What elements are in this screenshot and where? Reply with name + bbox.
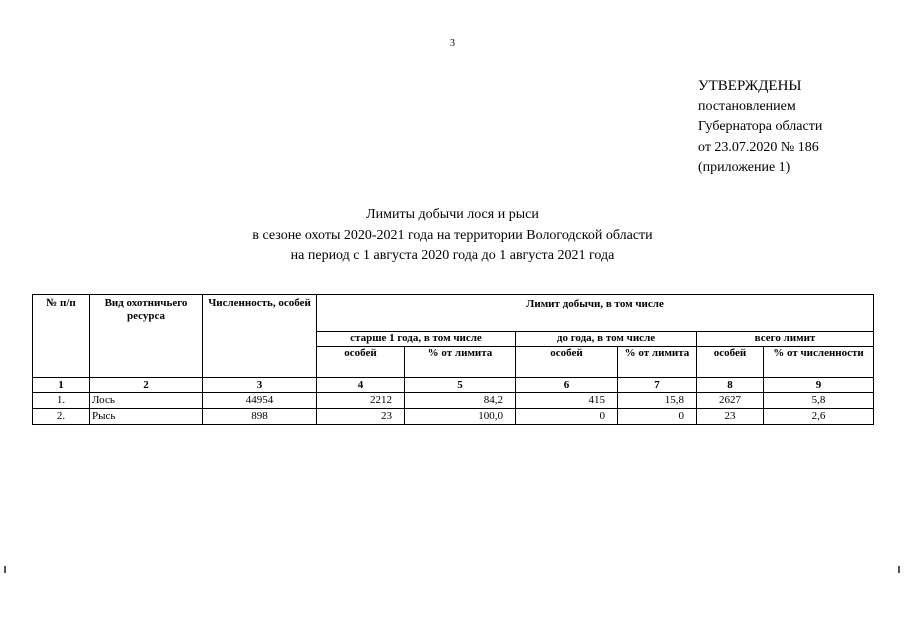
header-population: Численность, особей	[203, 295, 317, 378]
header-older-pct: % от лимита	[405, 347, 516, 378]
column-number: 9	[764, 378, 874, 393]
cell-older-pct: 84,2	[405, 393, 516, 409]
column-number: 4	[317, 378, 405, 393]
approval-line: (приложение 1)	[698, 160, 791, 175]
cell-population: 44954	[203, 393, 317, 409]
cell-population: 898	[203, 409, 317, 425]
limits-table-container	[32, 294, 874, 425]
header-total-count: особей	[697, 347, 764, 378]
cell-num: 1.	[33, 393, 90, 409]
cell-total-pct: 2,6	[764, 409, 874, 425]
table-row	[33, 393, 874, 409]
cell-older-count: 23	[317, 409, 405, 425]
cell-older-count: 2212	[317, 393, 405, 409]
header-total: всего лимит	[697, 332, 874, 347]
header-limit: Лимит добычи, в том числе	[317, 295, 874, 332]
cell-younger-pct: 15,8	[618, 393, 697, 409]
header-resource: Вид охотничьего ресурса	[90, 295, 203, 378]
column-number: 3	[203, 378, 317, 393]
approval-line: Губернатора области	[698, 119, 823, 134]
column-number: 6	[516, 378, 618, 393]
column-number: 5	[405, 378, 516, 393]
column-number: 2	[90, 378, 203, 393]
column-number-row	[33, 378, 874, 393]
header-younger-pct: % от лимита	[618, 347, 697, 378]
approval-heading: УТВЕРЖДЕНЫ	[698, 78, 802, 94]
scan-edge-mark	[4, 566, 6, 573]
page-number: 3	[450, 38, 455, 49]
approval-line: постановлением	[698, 98, 796, 114]
cell-resource: Лось	[90, 393, 203, 409]
cell-total-count: 23	[697, 409, 764, 425]
header-total-pct: % от численности	[764, 347, 874, 378]
header-older: старше 1 года, в том числе	[317, 332, 516, 347]
approval-stamp	[698, 76, 822, 179]
approval-line: от 23.07.2020 № 186	[698, 139, 819, 155]
scan-edge-mark	[898, 566, 900, 573]
title-line: Лимиты добычи лося и рыси	[366, 207, 539, 222]
table-row	[33, 409, 874, 425]
column-number: 8	[697, 378, 764, 393]
cell-total-count: 2627	[697, 393, 764, 409]
cell-total-pct: 5,8	[764, 393, 874, 409]
title-line: на период с 1 августа 2020 года до 1 августа 2021 года	[290, 248, 615, 263]
cell-resource: Рысь	[90, 409, 203, 425]
header-num: № п/п	[33, 295, 90, 378]
header-older-count: особей	[317, 347, 405, 378]
limits-table	[32, 294, 874, 425]
cell-older-pct: 100,0	[405, 409, 516, 425]
header-younger: до года, в том числе	[516, 332, 697, 347]
header-younger-count: особей	[516, 347, 618, 378]
title-line: в сезоне охоты 2020-2021 года на территории Вологодской области	[252, 227, 653, 243]
cell-younger-pct: 0	[618, 409, 697, 425]
cell-younger-count: 0	[516, 409, 618, 425]
document-title	[0, 205, 905, 267]
column-number: 1	[33, 378, 90, 393]
cell-younger-count: 415	[516, 393, 618, 409]
cell-num: 2.	[33, 409, 90, 425]
column-number: 7	[618, 378, 697, 393]
